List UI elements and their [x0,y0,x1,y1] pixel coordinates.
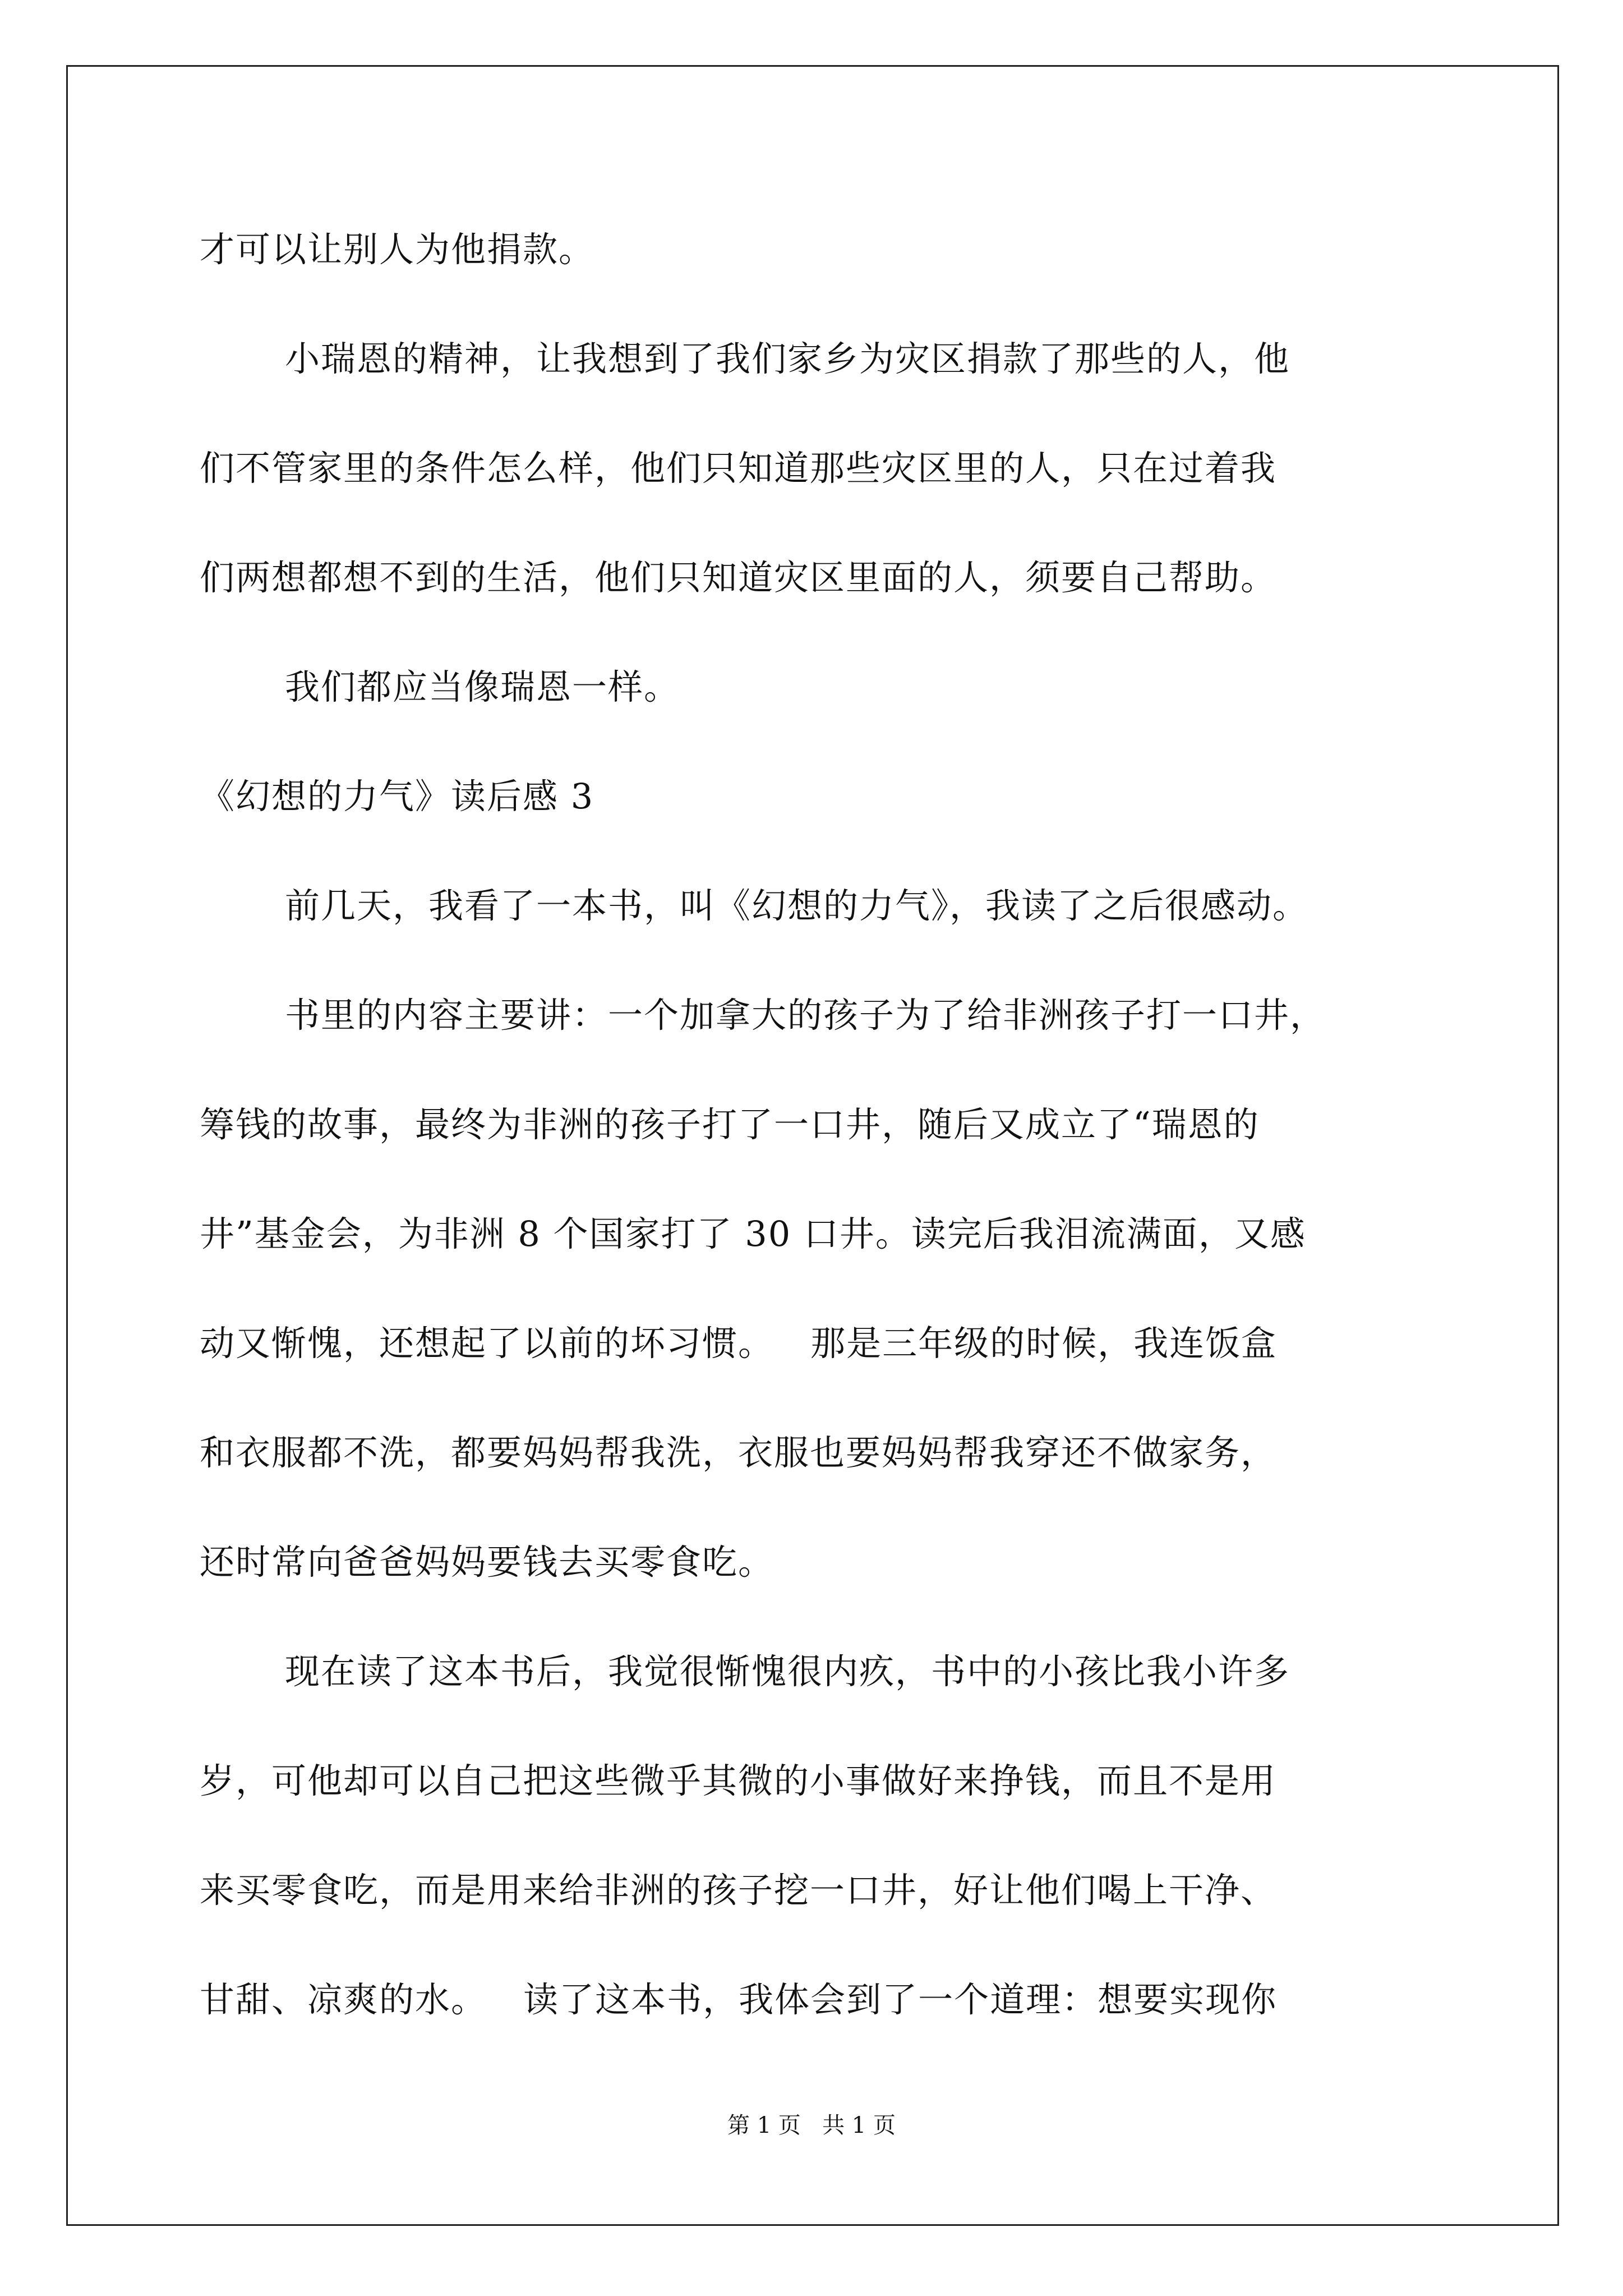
text-line: 和衣服都不洗，都要妈妈帮我洗，衣服也要妈妈帮我穿还不做家务， [200,1432,1277,1473]
text-line: 甘甜、凉爽的水。 读了这本书，我体会到了一个道理：想要实现你 [200,1979,1278,2020]
text-line: 来买零食吃，而是用来给非洲的孩子挖一口井，好让他们喝上干净、 [200,1870,1277,1911]
paragraph-line: 我们都应当像瑞恩一样。 [285,666,680,707]
text-line: 才可以让别人为他捐款。 [200,229,595,270]
text-line: 还时常向爸爸妈妈要钱去买零食吃。 [200,1542,774,1582]
paragraph-line: 小瑞恩的精神，让我想到了我们家乡为灾区捐款了那些的人，他 [285,338,1290,379]
text-line: 岁，可他却可以自己把这些微乎其微的小事做好来挣钱，而且不是用 [200,1760,1277,1801]
paragraph-line: 书里的内容主要讲：一个加拿大的孩子为了给非洲孩子打一口井， [285,995,1326,1036]
text-line: 们不管家里的条件怎么样，他们只知道那些灾区里的人，只在过着我 [200,448,1277,489]
text-line: 井”基金会，为非洲 8 个国家打了 30 口井。读完后我泪流满面，又感 [200,1213,1306,1254]
section-heading: 《幻想的力气》读后感 3 [200,776,594,817]
text-line: 动又惭愧，还想起了以前的坏习惯。 那是三年级的时候，我连饭盒 [200,1323,1278,1364]
paragraph-line: 前几天，我看了一本书，叫《幻想的力气》，我读了之后很感动。 [285,885,1309,926]
page-footer: 第 1 页 共 1 页 [727,2113,896,2138]
paragraph-line: 现在读了这本书后，我觉很惭愧很内疚，书中的小孩比我小许多 [285,1651,1290,1692]
text-line: 筹钱的故事，最终为非洲的孩子打了一口井，随后又成立了“瑞恩的 [200,1104,1260,1145]
text-line: 们两想都想不到的生活，他们只知道灾区里面的人，须要自己帮助。 [200,557,1277,598]
